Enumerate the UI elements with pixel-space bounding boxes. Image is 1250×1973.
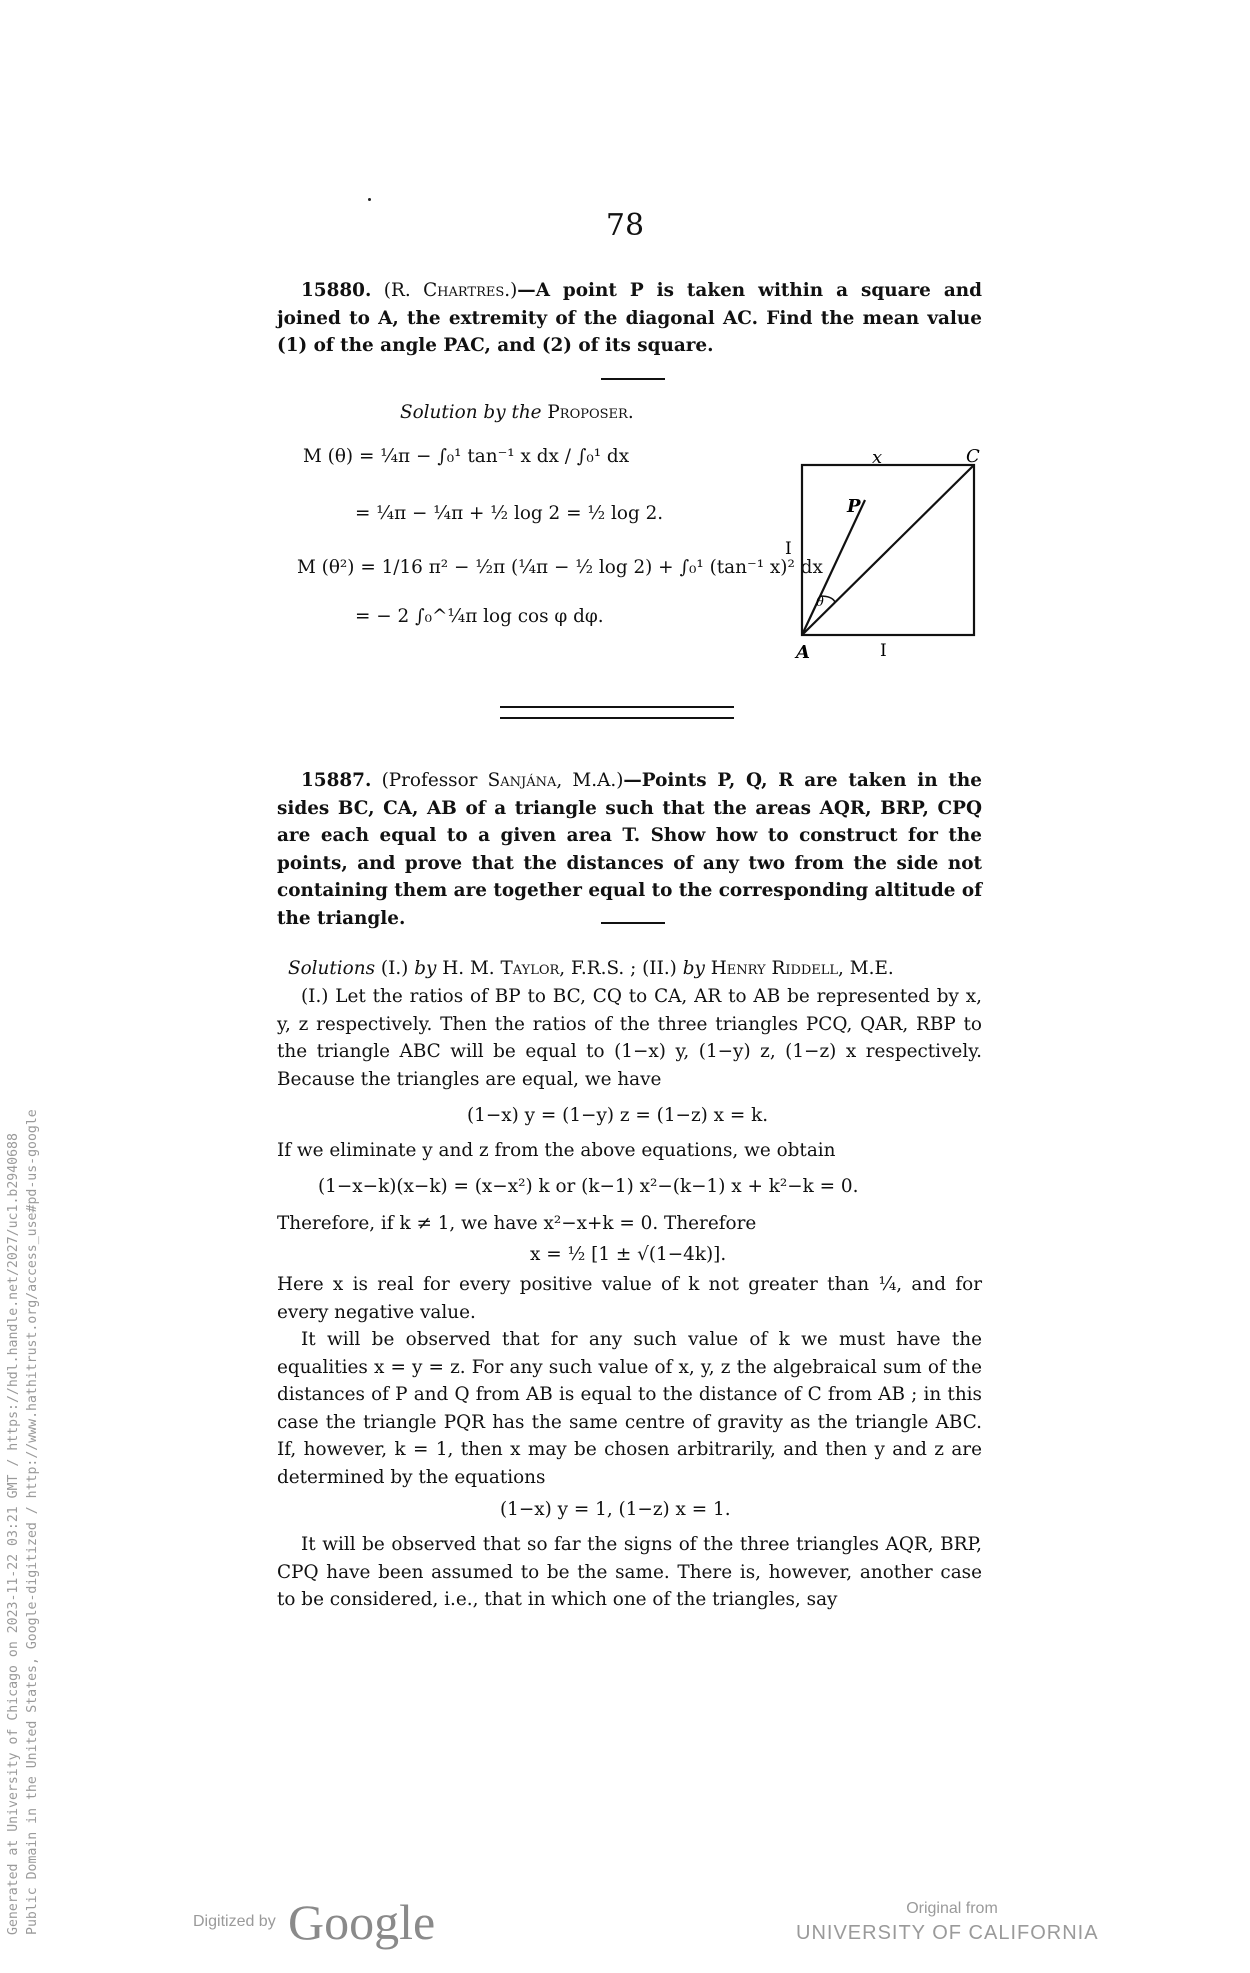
heading-riddell: Henry Riddell, <box>710 958 844 979</box>
label-bottom-one: I <box>880 641 887 661</box>
author-suffix: M.A.) <box>572 770 624 791</box>
solutions-heading <box>288 955 988 983</box>
equation-mean-theta-squared-result: = − 2 ∫₀^¼π log cos φ dφ. <box>355 606 604 627</box>
page-number: 78 <box>605 208 645 243</box>
digitized-by-label: Digitized by <box>193 1913 276 1930</box>
heading-me: M.E. <box>849 958 894 979</box>
author-name: Sanjána, <box>487 770 563 791</box>
google-logo: Google <box>288 1894 436 1950</box>
solution-paragraph-6: It will be observed that so far the signs of the three triangles AQR, BRP, CPQ have been assumed to be the same. There is, however, another case to be considered, i.e., that in which one of the triangles, say <box>277 1534 982 1610</box>
equation-equal-triangles: (1−x) y = (1−y) z = (1−z) x = k. <box>467 1105 769 1126</box>
university-label: UNIVERSITY OF CALIFORNIA <box>796 1922 1099 1944</box>
solution-paragraph-1: (I.) Let the ratios of BP to BC, CQ to CA, AR to AB be represented by x, y, z respectively. Then the ratios of the three triangles PCQ, QAR, RBP to the triangle ABC will be equal to (1−x) y, (1−y) z, (1−z) x respectively. Because the triangles are equal, we have <box>277 986 982 1090</box>
original-from-label: Original from <box>906 1900 998 1917</box>
solution-paragraph-4: Here x is real for every positive value of k not greater than ¼, and for every negative value. <box>277 1274 982 1323</box>
problem-15880-statement <box>277 277 982 360</box>
equation-mean-theta: M (θ) = ¼π − ∫₀¹ tan⁻¹ x dx / ∫₀¹ dx <box>303 446 630 467</box>
solution-heading-proposer: Proposer. <box>547 402 634 423</box>
label-x: x <box>872 447 883 468</box>
heading-by: by <box>414 958 437 979</box>
label-theta: θ <box>816 595 824 610</box>
solution-heading-italic: Solution by the <box>400 402 542 423</box>
stray-dot <box>368 198 371 201</box>
heading-roman: (I.) <box>380 958 409 979</box>
heading-by: by <box>682 958 705 979</box>
line-ap <box>802 500 865 635</box>
problem-number: 15880. <box>301 280 372 301</box>
label-left-one: I <box>785 539 792 559</box>
equation-x-solution: x = ½ [1 ± √(1−4k)]. <box>530 1244 727 1265</box>
equation-mean-theta-squared: M (θ²) = 1/16 π² − ½π (¼π − ½ log 2) + ∫₀¹ (tan⁻¹ x)² dx <box>297 557 823 578</box>
watermark-line-2: Public Domain in the United States, Google-digitized / http://www.hathitrust.org/access_use#pd-us-google <box>25 1109 40 1935</box>
equation-k-equals-one: (1−x) y = 1, (1−z) x = 1. <box>500 1499 731 1520</box>
solution-heading <box>400 402 800 423</box>
double-rule-separator <box>500 706 734 719</box>
heading-solutions: Solutions <box>288 958 376 979</box>
problem-text: —A point P is taken within a square and joined to A, the extremity of the diagonal AC. Find the mean value (1) of the angle PAC, and (2) of its square. <box>277 280 982 356</box>
problem-author: (R. Chartres.) <box>383 280 518 301</box>
heading-initials: H. M. <box>442 958 495 979</box>
separator-rule <box>601 922 665 924</box>
label-c: C <box>966 446 980 467</box>
separator-rule <box>601 378 665 380</box>
equation-eliminated: (1−x−k)(x−k) = (x−x²) k or (k−1) x²−(k−1) x + k²−k = 0. <box>318 1176 859 1197</box>
problem-number: 15887. <box>301 770 372 791</box>
problem-15887-statement <box>277 767 982 932</box>
equation-mean-theta-result: = ¼π − ¼π + ½ log 2 = ½ log 2. <box>355 503 664 524</box>
heading-taylor: Taylor, <box>500 958 566 979</box>
watermark-line-1: Generated at University of Chicago on 2023-11-22 03:21 GMT / https://hdl.handle.net/2027/uc1.b2940688 <box>6 1133 21 1935</box>
solution-paragraph-3: Therefore, if k ≠ 1, we have x²−x+k = 0. Therefore <box>277 1213 757 1234</box>
author-prefix: (Professor <box>381 770 478 791</box>
heading-frs: F.R.S. ; (II.) <box>571 958 677 979</box>
solution-paragraph-2: If we eliminate y and z from the above equations, we obtain <box>277 1140 836 1161</box>
square-diagram <box>780 440 995 665</box>
label-p: P <box>847 496 861 517</box>
problem-text: —Points P, Q, R are taken in the sides BC, CA, AB of a triangle such that the areas AQR, BRP, CPQ are each equal to a given area T. Show how to construct for the points, and prove that the distances of any two from the side not containing them are together equal to the corresponding altitude of the triangle. <box>277 770 982 929</box>
hathitrust-watermark <box>4 1109 42 1935</box>
diagonal-ac <box>802 465 974 635</box>
label-a: A <box>796 642 810 663</box>
solution-paragraph-5: It will be observed that for any such value of k we must have the equalities x = y = z. For any such value of x, y, z the algebraical sum of the distances of P and Q from AB is equal to the distance of C from AB ; in this case the triangle PQR has the same centre of gravity as the triangle ABC. If, however, k = 1, then x may be chosen arbitrarily, and then y and z are determined by the equations <box>277 1329 982 1488</box>
